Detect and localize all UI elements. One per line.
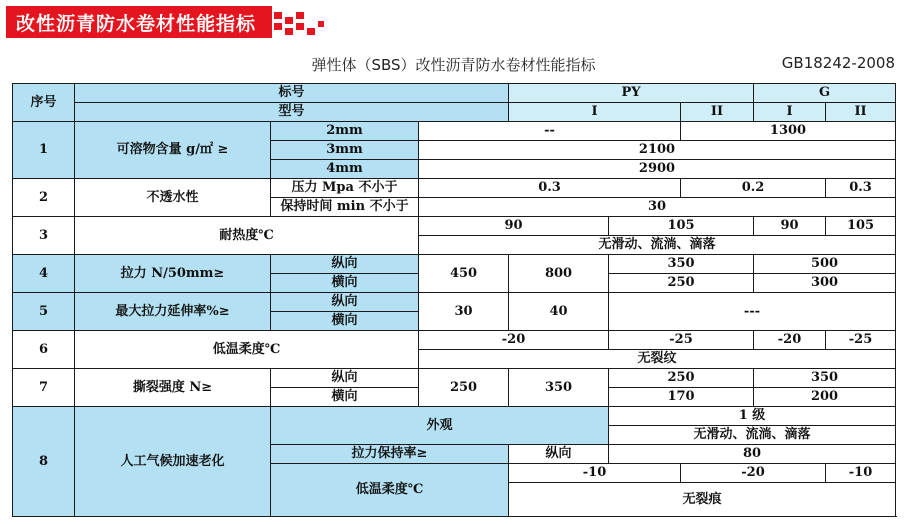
row-7-value: 250 xyxy=(419,369,509,407)
header-g-I: I xyxy=(754,103,826,122)
row-4-value: 250 xyxy=(609,274,754,293)
row-3-no: 3 xyxy=(13,217,75,255)
row-6-value: -20 xyxy=(754,331,826,350)
row-7-no: 7 xyxy=(13,369,75,407)
row-3-note: 无滑动、流淌、滴落 xyxy=(419,236,896,255)
row-8-value: -10 xyxy=(826,464,896,483)
row-7-value: 350 xyxy=(754,369,896,388)
header-py-II: II xyxy=(681,103,754,122)
row-1-value: -- xyxy=(419,122,681,141)
row-1-sub: 2mm xyxy=(271,122,419,141)
row-6-value: -20 xyxy=(419,331,609,350)
row-8-note: 无裂痕 xyxy=(509,483,896,517)
row-4-no: 4 xyxy=(13,255,75,293)
row-7-value: 170 xyxy=(609,388,754,407)
row-5-value: --- xyxy=(609,293,896,331)
row-5-sub: 横向 xyxy=(271,312,419,331)
banner xyxy=(6,6,272,38)
row-8-sub: 纵向 xyxy=(509,445,609,464)
header-seq: 序号 xyxy=(13,84,75,122)
row-1-value: 1300 xyxy=(681,122,896,141)
row-2-value: 0.2 xyxy=(681,179,826,198)
row-8-sub: 外观 xyxy=(271,407,609,445)
performance-table xyxy=(12,83,896,517)
row-6-value: -25 xyxy=(609,331,754,350)
row-7-item: 撕裂强度 N≥ xyxy=(75,369,271,407)
row-1-value: 2900 xyxy=(419,160,896,179)
row-4-sub: 横向 xyxy=(271,274,419,293)
row-3-value: 90 xyxy=(754,217,826,236)
row-3-item: 耐热度℃ xyxy=(75,217,419,255)
header-biaohao: 标号 xyxy=(75,84,509,103)
header-xinghao: 型号 xyxy=(75,103,509,122)
row-3-value: 90 xyxy=(419,217,609,236)
row-2-value: 0.3 xyxy=(826,179,896,198)
row-5-no: 5 xyxy=(13,293,75,331)
row-4-value: 300 xyxy=(754,274,896,293)
row-5-sub: 纵向 xyxy=(271,293,419,312)
row-8-no: 8 xyxy=(13,407,75,517)
row-4-sub: 纵向 xyxy=(271,255,419,274)
header-py: PY xyxy=(509,84,754,103)
row-2-sub: 保持时间 min 不小于 xyxy=(271,198,419,217)
row-5-value: 40 xyxy=(509,293,609,331)
header-py-I: I xyxy=(509,103,681,122)
row-5-value: 30 xyxy=(419,293,509,331)
banner-decoration xyxy=(272,8,332,40)
row-7-value: 250 xyxy=(609,369,754,388)
row-1-sub: 3mm xyxy=(271,141,419,160)
row-2-value: 30 xyxy=(419,198,896,217)
table-title: 弹性体（SBS）改性沥青防水卷材性能指标 xyxy=(311,56,596,74)
row-1-item: 可溶物含量 g/㎡ ≥ xyxy=(75,122,271,179)
row-3-value: 105 xyxy=(609,217,754,236)
row-8-value: 80 xyxy=(609,445,896,464)
row-8-value: -20 xyxy=(681,464,826,483)
row-6-value: -25 xyxy=(826,331,896,350)
row-7-value: 350 xyxy=(509,369,609,407)
row-1-value: 2100 xyxy=(419,141,896,160)
row-8-item: 人工气候加速老化 xyxy=(75,407,271,517)
banner-title: 改性沥青防水卷材性能指标 xyxy=(16,12,257,35)
row-2-no: 2 xyxy=(13,179,75,217)
row-5-item: 最大拉力延伸率%≥ xyxy=(75,293,271,331)
row-4-value: 450 xyxy=(419,255,509,293)
row-1-no: 1 xyxy=(13,122,75,179)
row-6-note: 无裂纹 xyxy=(419,350,896,369)
row-8-note: 无滑动、流淌、滴落 xyxy=(609,426,896,445)
row-2-item: 不透水性 xyxy=(75,179,271,217)
row-8-value: -10 xyxy=(509,464,681,483)
row-7-sub: 横向 xyxy=(271,388,419,407)
row-8-sub: 低温柔度℃ xyxy=(271,464,509,517)
header-g: G xyxy=(754,84,896,103)
row-6-item: 低温柔度℃ xyxy=(75,331,419,369)
row-4-value: 800 xyxy=(509,255,609,293)
row-7-value: 200 xyxy=(754,388,896,407)
row-2-sub: 压力 Mpa 不小于 xyxy=(271,179,419,198)
row-4-item: 拉力 N/50mm≥ xyxy=(75,255,271,293)
row-7-sub: 纵向 xyxy=(271,369,419,388)
row-8-sub: 拉力保持率≥ xyxy=(271,445,509,464)
row-6-no: 6 xyxy=(13,331,75,369)
row-4-value: 350 xyxy=(609,255,754,274)
header-g-II: II xyxy=(826,103,896,122)
row-2-value: 0.3 xyxy=(419,179,681,198)
row-4-value: 500 xyxy=(754,255,896,274)
row-3-value: 105 xyxy=(826,217,896,236)
row-1-sub: 4mm xyxy=(271,160,419,179)
standard-code: GB18242-2008 xyxy=(781,54,895,72)
row-8-grade: 1 级 xyxy=(609,407,896,426)
